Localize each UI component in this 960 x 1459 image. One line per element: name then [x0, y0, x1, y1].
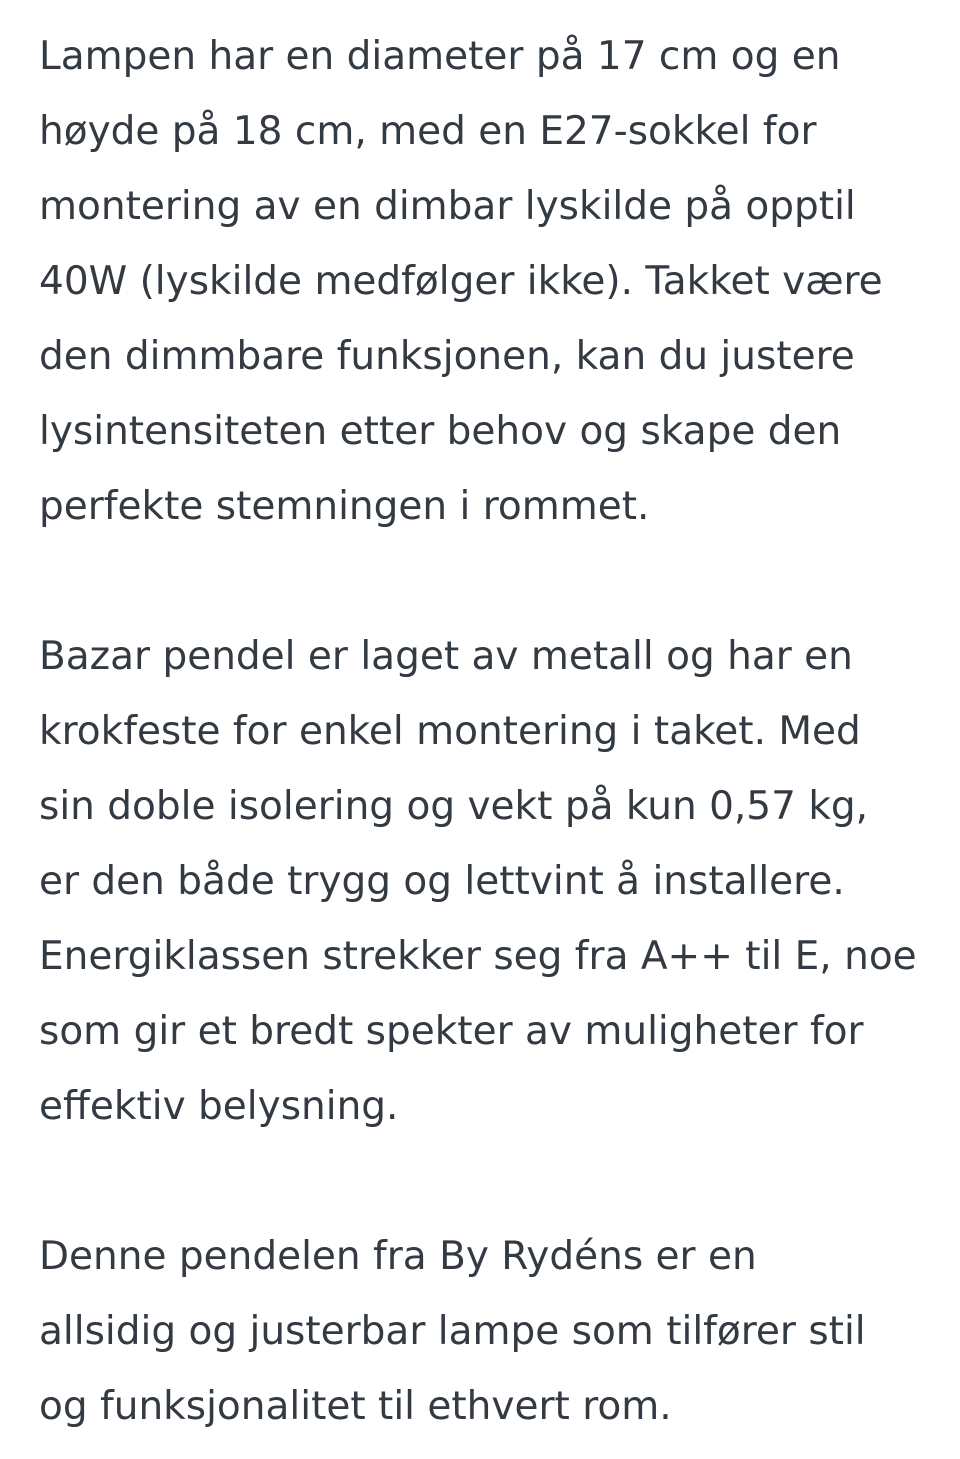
description-paragraph-3	[39, 1219, 929, 1444]
paragraph-spacer	[39, 544, 929, 619]
text-line: Energiklassen strekker seg fra A++ til E, noe	[39, 934, 917, 979]
text-line: Denne pendelen fra By Rydéns er en	[39, 1234, 757, 1279]
text-line: 40W (lyskilde medfølger ikke). Takket være	[39, 259, 883, 304]
text-line: montering av en dimbar lyskilde på opptil	[39, 184, 856, 229]
text-line: som gir et bredt spekter av muligheter for	[39, 1009, 864, 1054]
product-description	[39, 19, 929, 1444]
description-paragraph-1	[39, 19, 929, 544]
text-line: høyde på 18 cm, med en E27-sokkel for	[39, 109, 817, 154]
text-line: og funksjonalitet til ethvert rom.	[39, 1384, 672, 1429]
description-paragraph-2	[39, 619, 929, 1144]
text-line: perfekte stemningen i rommet.	[39, 484, 650, 529]
text-line: krokfeste for enkel montering i taket. Med	[39, 709, 861, 754]
text-line: allsidig og justerbar lampe som tilfører stil	[39, 1309, 866, 1354]
text-line: effektiv belysning.	[39, 1084, 399, 1129]
paragraph-spacer	[39, 1144, 929, 1219]
text-line: den dimmbare funksjonen, kan du justere	[39, 334, 855, 379]
text-line: Lampen har en diameter på 17 cm og en	[39, 34, 841, 79]
text-line: er den både trygg og lettvint å installere.	[39, 859, 845, 904]
text-line: sin doble isolering og vekt på kun 0,57 kg,	[39, 784, 869, 829]
text-line: Bazar pendel er laget av metall og har en	[39, 634, 853, 679]
text-line: lysintensiteten etter behov og skape den	[39, 409, 842, 454]
